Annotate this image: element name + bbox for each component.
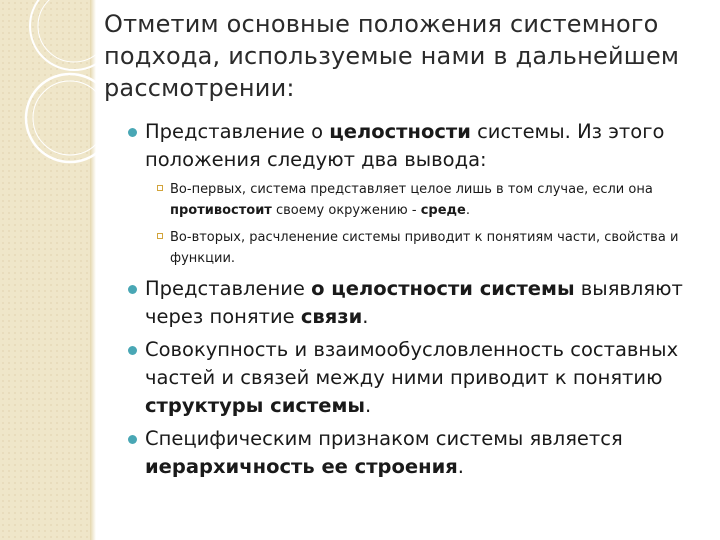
bullet-dot-icon xyxy=(128,285,137,294)
sub-bullet-text: Во-первых, система представляет целое лишь в том случае, если она xyxy=(170,182,653,197)
bullet-bold-text: целостности xyxy=(329,120,471,143)
bullet-list xyxy=(128,118,708,486)
bullet-item-4 xyxy=(128,425,708,481)
bullet-bold-text: о целостности системы xyxy=(311,277,575,300)
bullet-text: . xyxy=(365,394,372,417)
bullet-bold-text: связи xyxy=(300,305,363,328)
bullet-text: Представление xyxy=(145,277,312,300)
bullet-dot-icon xyxy=(128,346,137,355)
bullet-text: . xyxy=(362,305,369,328)
sub-bullet-text: Во-вторых, расчленение системы приводит к понятиям части, свойства и функции. xyxy=(170,230,679,266)
square-bullet-icon xyxy=(157,233,163,239)
slide-title: Отметим основные положения системного подхода, используемые нами в дальнейшем рассмотрении: xyxy=(104,10,680,102)
bullet-dot-icon xyxy=(128,435,137,444)
bullet-text: Специфическим признаком системы является xyxy=(145,427,623,450)
bullet-text: Совокупность и взаимообусловленность составных частей и связей между ними приводит к понятию xyxy=(145,338,679,389)
sub-bullet-text: своему окружению - xyxy=(271,203,421,218)
bullet-text: . xyxy=(457,455,464,478)
bullet-text: Представление о xyxy=(145,120,330,143)
bullet-item-3 xyxy=(128,336,708,420)
sub-bullet-text: . xyxy=(465,203,470,218)
sub-bullet-bold-text: среде xyxy=(420,203,466,218)
bullet-item-1 xyxy=(128,118,708,174)
bullet-bold-text: структуры системы xyxy=(145,394,366,417)
bullet-item-2 xyxy=(128,275,708,331)
bullet-text: выявляют через понятие xyxy=(145,277,683,328)
square-bullet-icon xyxy=(157,185,163,191)
bullet-dot-icon xyxy=(128,128,137,137)
sub-bullet-bold-text: противостоит xyxy=(170,203,272,218)
sub-bullet-item-2 xyxy=(128,227,708,269)
bullet-bold-text: иерархичность ее строения xyxy=(145,455,458,478)
bullet-text: системы. Из этого положения следуют два вывода: xyxy=(145,120,665,171)
sub-bullet-item-1 xyxy=(128,179,708,221)
